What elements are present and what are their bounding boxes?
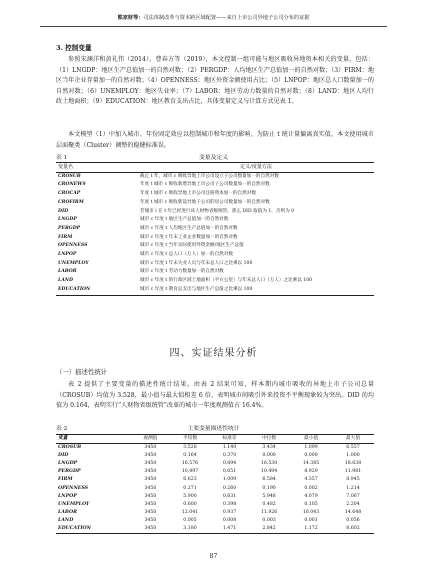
table-row (56, 190, 374, 199)
statistic-cell: 18.638 (344, 461, 362, 467)
statistic-cell: 1.099 (304, 445, 318, 451)
table2-number: 表 2 (56, 426, 68, 432)
table2-header-cell: 变量 (56, 435, 132, 444)
statistic-cell: 1.000 (346, 453, 360, 459)
variable-name-cell: EDUCATION (56, 286, 138, 295)
variable-definition-table (56, 162, 374, 296)
variable-name-cell: LNPOP (58, 493, 77, 499)
statistic-cell: 0.056 (346, 517, 360, 523)
article-title: 司法体制改革与资本跨区域配置——来自上市公司异地子公司分布的证据 (143, 15, 310, 21)
section-heading-control-variables: 3. 控制变量 (56, 44, 92, 52)
variable-name-cell: LAND (58, 517, 74, 523)
variable-definition-cell: 若城市 i 在 t 年已经进行该人财物省级统管，那么 DID 取值为 1，否则为 0 (140, 208, 295, 214)
table-row (56, 199, 374, 208)
table2-header-cell: 最大值 (332, 435, 374, 444)
table-row (56, 517, 374, 525)
variable-definition-cell: 年度 t 城市 c 吸收异地上市公司注册资本加一的自然对数 (140, 191, 256, 197)
variable-definition-cell: 截止 t 年，城市 c 吸收异地上市公司设立子公司数量加一的自然对数 (140, 173, 279, 179)
variable-name-cell: LNGDP (58, 217, 77, 223)
paragraph-control-variables: 参照宋渊洋和黄礼伟（2014）、曹春方等（2019），本文控制一组可能与地区吸收异地资本相关的变量，包括：（1）LNGDP：地区生产总值加一的自然对数；（2）PERGDP：人均地区生产总值加一的自然对数；（3）FIRM：地区当年企业存量加一的自然对数；（4）OPENNESS：地区外资金额使用占比；（5）LNPOP：地区总人口数量加一的自然对数；（6）UNEMPLOY：地区失业率；（7）LABOR：地区劳动力数量的自然对数；（8）LAND：地区人均行政土地面积；（9）EDUCATION：地区教育支出占比，具体变量定义与计算方式见表 1。 (56, 56, 374, 106)
statistic-cell: 11.981 (344, 469, 362, 475)
table-row (56, 225, 374, 234)
variable-definition-cell: 城市 c 年度 t 总人口（万人）加一的自然对数 (140, 252, 233, 258)
statistic-cell: 0.260 (222, 485, 237, 491)
paragraph-descriptive-statistics: 表 2 提供了主要变量的描述性统计结果。由表 2 结果可知，样本期内城市吸收的异地上市子公司总量（CROSUB）均值为 3.528，最小值与最大值相差 6 倍，表明城市间吸引外来投资不平衡现象较为突出。DID 的均值为 0.164，表明实行“人财物省级统管”改革的城市一年度观测值占 16.4%。 (56, 381, 374, 410)
table2-header-cell: 中位数 (248, 435, 290, 444)
table2-header-cell: 观测值 (132, 435, 169, 444)
section-title-empirical-results: 四、实证结果分析 (169, 348, 258, 359)
statistic-cell: 7.067 (346, 493, 360, 499)
statistic-cell: 6.557 (346, 445, 360, 451)
table1-header-variable: 变量名 (56, 163, 138, 173)
statistic-cell: 5.900 (183, 493, 197, 499)
variable-definition-cell: 城市 c 年度 t 当年实际使用外资金额/地区生产总值 (140, 243, 244, 249)
table-row (56, 468, 374, 476)
statistic-cell: 3.528 (183, 445, 197, 451)
statistic-cell: 3450 (144, 445, 157, 451)
table-row (56, 208, 374, 217)
variable-definition-cell: 城市 c 年度 t 人均地区生产总值加一的自然对数 (140, 225, 238, 231)
statistic-cell: 14.385 (302, 461, 320, 467)
paragraph-fixed-effects: 本文模型（1）中加入城市、年份固定效应以控制城市和年度的影响。为防止 t 统计量偏离真实值，本文使用城市层面聚类（Cluster）调整的稳健标准误。 (56, 131, 374, 149)
table1-caption: 变量及定义 (199, 155, 228, 161)
statistic-cell: 0.003 (262, 517, 276, 523)
statistic-cell: 1.471 (211, 525, 248, 534)
statistic-cell: 3450 (132, 525, 169, 534)
page-number: 87 (209, 553, 218, 560)
statistic-cell: 2.204 (346, 501, 360, 507)
table2-caption: 主要变量描述性统计 (187, 426, 240, 432)
statistic-cell: 0.651 (222, 469, 237, 475)
variable-name-cell: FIRM (58, 477, 73, 483)
table-row (56, 493, 374, 501)
statistic-cell: 0.937 (222, 509, 237, 515)
variable-name-cell: CRONEWS (58, 182, 86, 188)
statistic-cell: 0.002 (304, 485, 318, 491)
statistic-cell: 1.009 (222, 477, 237, 483)
statistic-cell: 0.190 (262, 485, 276, 491)
statistic-cell: 14.648 (344, 509, 362, 515)
variable-definition-cell: 城市 c 年度 t 地区生产总值加一的自然对数 (140, 217, 229, 223)
table-row (56, 216, 374, 225)
statistic-cell: 3450 (144, 485, 157, 491)
statistic-cell: 0.005 (183, 517, 197, 523)
table-row (56, 501, 374, 509)
statistic-cell: 0.008 (222, 517, 237, 523)
variable-name-cell: DID (58, 208, 69, 214)
statistic-cell: 4.079 (304, 493, 318, 499)
variable-name-cell: CROSUB (58, 445, 82, 451)
variable-definition-cell: 城市 c 年度 t 劳动力数量加一的自然对数 (140, 269, 224, 275)
statistic-cell: 0.370 (222, 453, 237, 459)
statistic-cell: 0.001 (304, 517, 318, 523)
statistic-cell: 16.576 (181, 461, 199, 467)
table-row (56, 485, 374, 493)
variable-name-cell: EDUCATION (56, 525, 132, 534)
table-row (56, 172, 374, 181)
table-row (56, 444, 374, 453)
statistic-cell: 10.494 (260, 469, 278, 475)
statistic-cell: 3450 (144, 477, 157, 483)
table-row (56, 242, 374, 251)
statistic-cell: 0.105 (304, 501, 318, 507)
statistic-cell: 1.214 (346, 485, 360, 491)
statistic-cell: 0.398 (222, 501, 237, 507)
statistic-cell: 3.434 (262, 445, 276, 451)
statistic-cell: 4.357 (304, 477, 318, 483)
statistic-cell: 0.482 (262, 501, 276, 507)
variable-name-cell: UNEMPLOY (58, 260, 89, 266)
variable-name-cell: FIRM (58, 234, 73, 240)
statistic-cell: 1.172 (290, 525, 332, 534)
table-row (56, 277, 374, 286)
table-row (56, 234, 374, 243)
table1-header-definition: 定义/度量方法 (138, 163, 374, 173)
variable-name-cell: PERGDP (58, 469, 81, 475)
variable-definition-cell: 城市 c 年度 t 年末工业企业数量加一的自然对数 (140, 234, 238, 240)
variable-name-cell: CROCAP (58, 191, 81, 197)
statistic-cell: 10.043 (302, 509, 320, 515)
statistic-cell: 3450 (144, 469, 157, 475)
subsection-descriptive-statistics: （一）描述性统计 (56, 368, 108, 376)
variable-definition-cell: 城市 c 年度 t 的行政区域土地面积（平方公里）与年末总人口（万人）之比乘以 100 (140, 278, 313, 284)
statistic-cell: 8.945 (346, 477, 360, 483)
variable-name-cell: DID (58, 453, 69, 459)
descriptive-statistics-table (56, 434, 374, 534)
variable-name-cell: OPENNESS (58, 243, 88, 249)
statistic-cell: 8.929 (304, 469, 318, 475)
statistic-cell: 3450 (144, 453, 157, 459)
statistic-cell: 2.842 (248, 525, 290, 534)
variable-name-cell: PERGDP (58, 225, 81, 231)
statistic-cell: 3450 (144, 509, 157, 515)
statistic-cell: 12.041 (181, 509, 199, 515)
variable-name-cell: LAND (58, 278, 73, 284)
variable-name-cell: LABOR (58, 509, 77, 515)
table-row (56, 452, 374, 460)
variable-name-cell: UNEMPLOY (58, 501, 90, 507)
statistic-cell: 0.164 (183, 453, 197, 459)
table-row (56, 509, 374, 517)
running-header (40, 10, 387, 27)
table2-header-row (56, 435, 374, 444)
statistic-cell: 5.948 (262, 493, 276, 499)
variable-name-cell: CROSUB (58, 173, 81, 179)
variable-definition-cell: 城市 c 年度 t 年末失业人员与年末总人口之比乘以 100 (140, 260, 253, 266)
statistic-cell: 1.140 (222, 445, 237, 451)
statistic-cell: 8.602 (332, 525, 374, 534)
variable-name-cell: LNGDP (58, 461, 78, 467)
statistic-cell: 0.271 (183, 485, 197, 491)
table2-header-cell: 标准差 (211, 435, 248, 444)
variable-name-cell: LABOR (58, 269, 77, 275)
table-row (56, 268, 374, 277)
statistic-cell: 0.000 (262, 453, 276, 459)
statistic-cell: 16.530 (260, 461, 278, 467)
table-row (56, 476, 374, 484)
statistic-cell: 10.497 (181, 469, 199, 475)
variable-definition-cell: 年度 t 城市 c 吸收新设异地子公司的母公司数量加一的自然对数 (140, 199, 270, 205)
table-row (56, 460, 374, 468)
statistic-cell: 3450 (144, 461, 157, 467)
table-row (56, 286, 374, 295)
journal-authors: 熊家财等： (117, 15, 144, 21)
table2-header-cell: 最小值 (290, 435, 332, 444)
variable-name-cell: LNPOP (58, 252, 77, 258)
variable-name-cell: OPENNESS (58, 485, 88, 491)
variable-definition-cell: 年度 t 城市 c 吸收新增异地上市公司子公司数量加一的自然对数 (140, 182, 270, 188)
table1-number: 表 1 (56, 155, 68, 161)
statistic-cell: 3450 (144, 517, 157, 523)
statistic-cell: 0.000 (304, 453, 318, 459)
table2-header-cell: 平均数 (169, 435, 211, 444)
variable-name-cell: CROFIRM (58, 199, 84, 205)
variable-definition-cell: 城市 c 年度 t 教育总支出与地区生产总值之比乘以 100 (138, 286, 374, 295)
table-row (56, 525, 374, 534)
statistic-cell: 3.180 (169, 525, 211, 534)
table-row (56, 181, 374, 190)
statistic-cell: 0.600 (183, 501, 197, 507)
statistic-cell: 6.623 (183, 477, 197, 483)
statistic-cell: 3450 (144, 501, 157, 507)
statistic-cell: 6.584 (262, 477, 276, 483)
statistic-cell: 3450 (144, 493, 157, 499)
statistic-cell: 11.926 (260, 509, 278, 515)
table-row (56, 251, 374, 260)
statistic-cell: 0.894 (222, 461, 237, 467)
statistic-cell: 0.631 (222, 493, 237, 499)
table-row (56, 260, 374, 269)
table1-header-row (56, 163, 374, 173)
